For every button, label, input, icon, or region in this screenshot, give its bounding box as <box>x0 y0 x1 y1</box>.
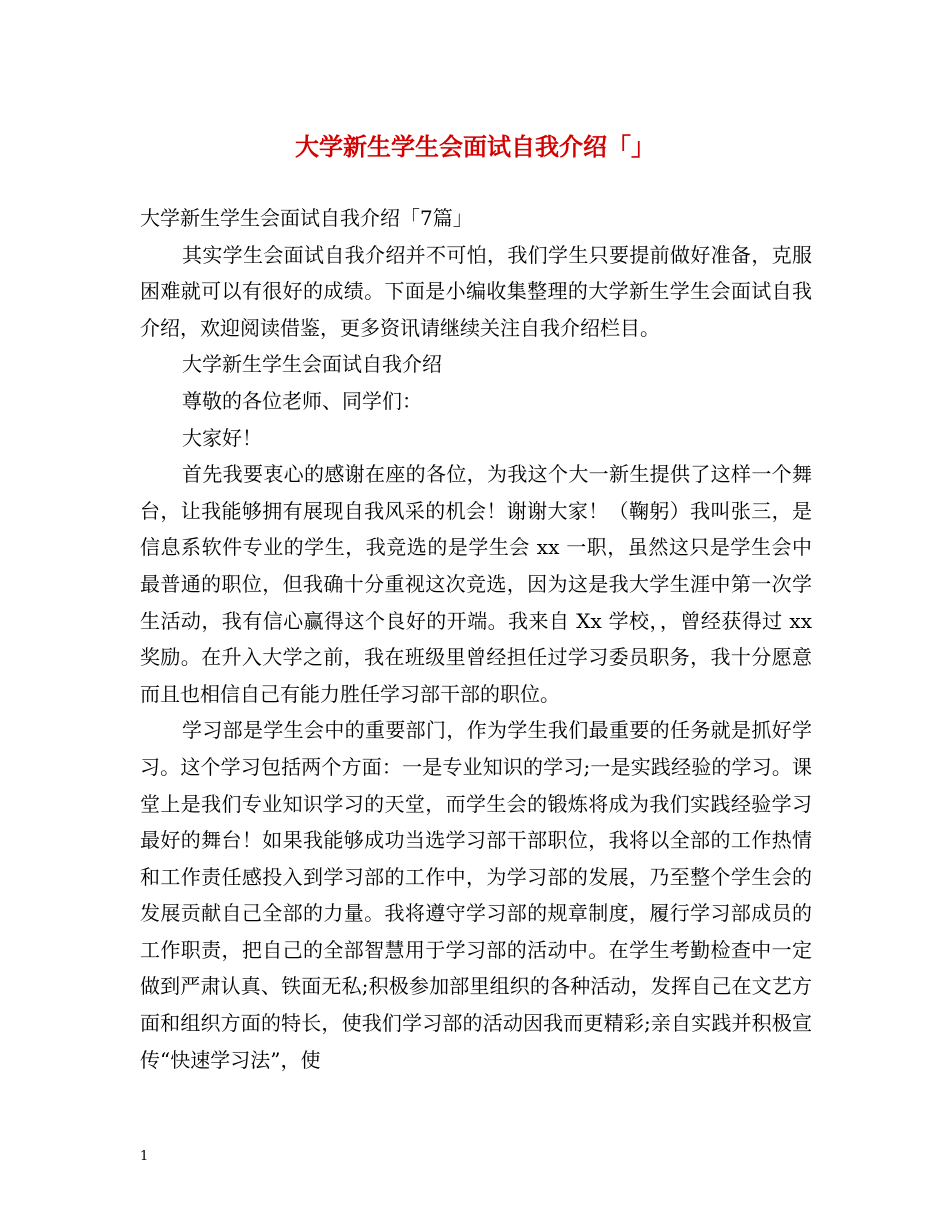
body-paragraph: 学习部是学生会中的重要部门，作为学生我们最重要的任务就是抓好学习。这个学习包括两个方面：一是专业知识的学习;一是实践经验的学习。课堂上是我们专业知识学习的天堂，而学生会的锻炼将成为我们实践经验学习最好的舞台！如果我能够成功当选学习部干部职位，我将以全部的工作热情和工作责任感投入到学习部的工作中，为学习部的发展，乃至整个学生会的发展贡献自己全部的力量。我将遵守学习部的规章制度，履行学习部成员的工作职责，把自己的全部智慧用于学习部的活动中。在学生考勤检查中一定做到严肃认真、铁面无私;积极参加部里组织的各种活动，发挥自己在文艺方面和组织方面的特长，使我们学习部的活动因我而更精彩;亲自实践并积极宣传“快速学习法”，使 <box>140 718 812 1072</box>
intro-paragraph: 其实学生会面试自我介绍并不可怕，我们学生只要提前做好准备，克服困难就可以有很好的成绩。下面是小编收集整理的大学新生学生会面试自我介绍，欢迎阅读借鉴，更多资讯请继续关注自我介绍栏目。 <box>140 242 812 340</box>
document-title: 大学新生学生会面试自我介绍「」 <box>295 133 655 161</box>
document-subtitle: 大学新生学生会面试自我介绍「7篇」 <box>140 206 473 230</box>
salutation: 尊敬的各位老师、同学们： <box>182 388 422 413</box>
greeting: 大家好！ <box>182 425 262 450</box>
body-paragraph: 首先我要衷心的感谢在座的各位，为我这个大一新生提供了这样一个舞台，让我能够拥有展现自我风采的机会！谢谢大家！（鞠躬）我叫张三，是信息系软件专业的学生，我竞选的是学生会 xx 一职，虽然这只是学生会中最普通的职位，但我确十分重视这次竞选，因为这是我大学生涯中第一次学生活动，我有信心赢得这个良好的开端。我来自 Xx 学校，，曾经获得过 xx 奖励。在升入大学之前，我在班级里曾经担任过学习委员职务，我十分愿意而且也相信自己有能力胜任学习部干部的职位。 <box>140 462 812 706</box>
section-heading: 大学新生学生会面试自我介绍 <box>182 352 442 377</box>
page-number: 1 <box>140 1149 149 1164</box>
document-body <box>140 200 812 1078</box>
